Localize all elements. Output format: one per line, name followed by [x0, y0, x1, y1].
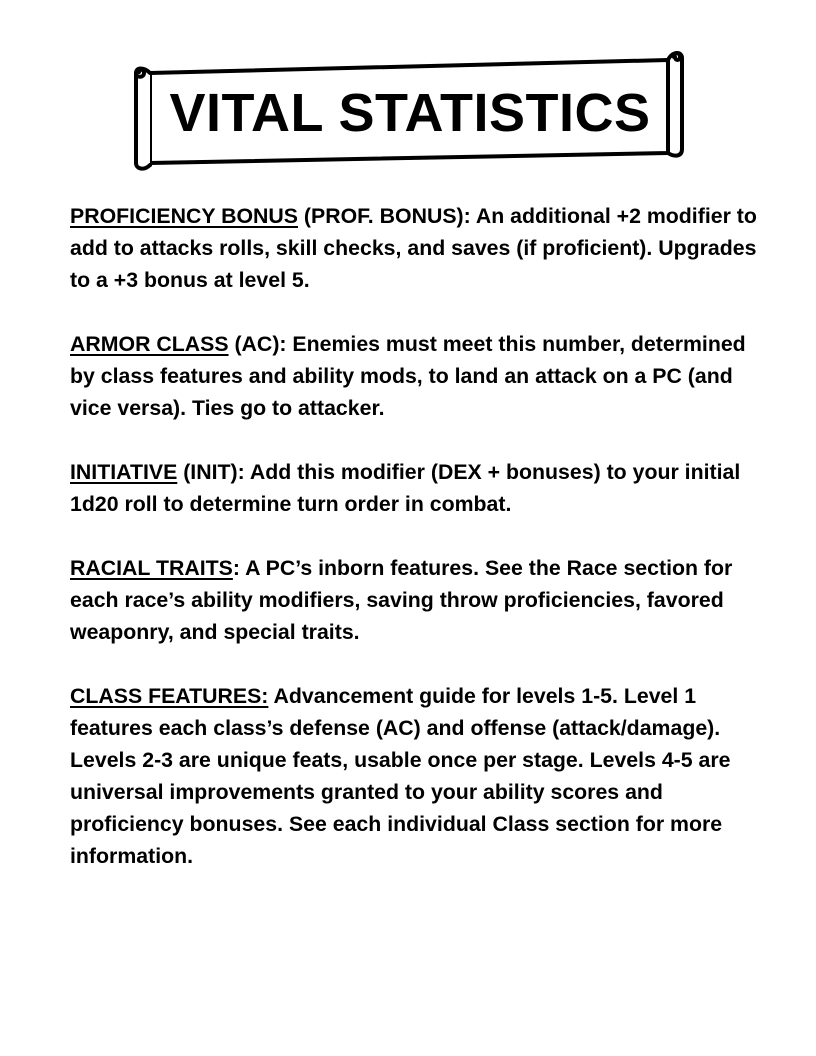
definition-armor-class	[70, 328, 760, 424]
definition-initiative	[70, 456, 760, 520]
term-armor-class: ARMOR CLASS	[70, 332, 229, 356]
definition-racial-traits	[70, 552, 760, 648]
definition-text: (AC): Enemies must meet this number, determined by class features and ability mods, to land an attack on a PC (and vice versa). Ties go to attacker.	[70, 332, 746, 420]
definition-text: Advancement guide for levels 1-5. Level 1 features each class’s defense (AC) and offense (attack/damage). Levels 2-3 are unique feats, usable once per stage. Levels 4-5 are universal improvements granted to your ability scores and proficiency bonuses. See each individual Class section for more information.	[70, 684, 731, 868]
term-proficiency-bonus: PROFICIENCY BONUS	[70, 204, 298, 228]
definition-text: (PROF. BONUS): An additional +2 modifier to add to attacks rolls, skill checks, and saves (if proficient). Upgrades to a +3 bonus at level 5.	[70, 204, 757, 292]
definition-text: : A PC’s inborn features. See the Race section for each race’s ability modifiers, saving throw proficiencies, favored weaponry, and special traits.	[70, 556, 733, 644]
term-racial-traits: RACIAL TRAITS	[70, 556, 233, 580]
definition-class-features	[70, 680, 760, 872]
term-class-features: CLASS FEATURES:	[70, 684, 269, 708]
term-initiative: INITIATIVE	[70, 460, 178, 484]
definition-proficiency-bonus	[70, 200, 760, 296]
page-title: VITAL STATISTICS	[169, 83, 651, 143]
definition-text: (INIT): Add this modifier (DEX + bonuses) to your initial 1d20 roll to determine turn order in combat.	[70, 460, 741, 516]
definitions-list	[70, 200, 760, 904]
title-scroll-banner	[130, 45, 686, 180]
